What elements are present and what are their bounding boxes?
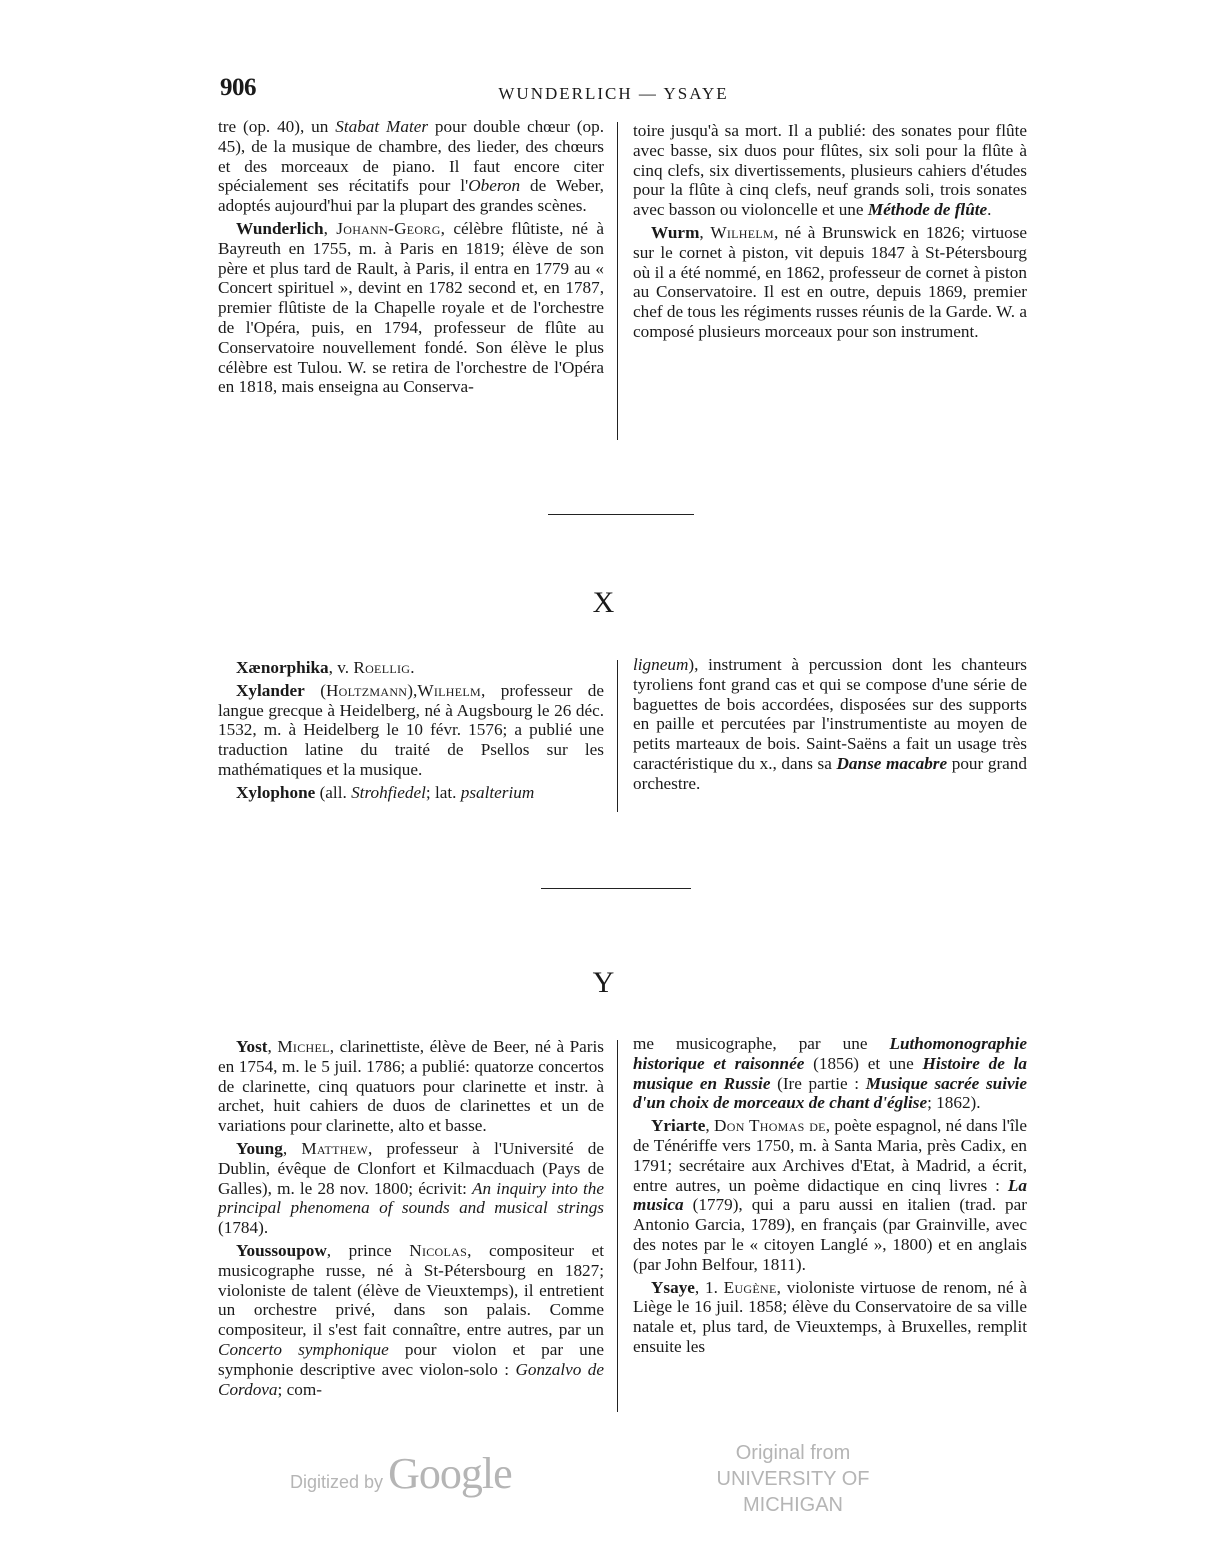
entry-headword: Xylophone: [236, 782, 316, 802]
paragraph-continuation: [633, 1034, 1027, 1113]
italic-title: Musique sacrée suivie d'un choix de morceaux de chant d'église: [633, 1073, 1027, 1113]
italic-title: Oberon: [468, 176, 521, 196]
digitized-by-text: Digitized by: [290, 1472, 384, 1492]
entry-text: , violoniste virtuose de renom, né à Liège le 16 juil. 1858; élève du Conservatoire de sa ville natale et, plus tard, de Vieuxtemps, à Bruxelles, remplit ensuite les: [633, 1277, 1027, 1356]
entry-youssoupow: [218, 1241, 604, 1399]
digitized-by-watermark: [290, 1448, 512, 1499]
text-run: ; 1862).: [927, 1093, 981, 1113]
italic-title: Danse macabre: [836, 753, 948, 773]
entry-wunderlich: Wunderlich, Johann-Georg, célèbre flûtiste, né à Bayreuth en 1755, m. à Paris en 1819; élève de son père et plus tard de Rault, à Paris, il entra en 1779 au « Concert spirituel », devint en 1782 second et, en 1787, premier flûtiste de la Chapelle royale et de l'orchestre de l'Opéra, puis, en 1794, professeur de flûte au Conservatoire nouvellement fondé. Son élève le plus célèbre est Tulou. W. se retira de l'orchestre de l'Opéra en 1818, mais enseigna au Conserva-: [218, 218, 604, 397]
section-letter-y: Y: [592, 966, 615, 999]
text-run: ; com-: [277, 1379, 322, 1399]
italic-title: Méthode de flûte: [867, 200, 988, 220]
entry-wurm: Wurm, Wilhelm, né à Brunswick en 1826; virtuose sur le cornet à piston, vit depuis 1847 à St-Pétersbourg où il a été nommé, en 1862, professeur de cornet à piston au Conservatoire. Il est en outre, depuis 1869, premier chef de tous les régiments russes réunis de la Garde. W. a composé plusieurs morceaux pour son instrument.: [633, 222, 1028, 341]
section-separator: [541, 888, 691, 889]
section-x-left-column: [218, 655, 604, 803]
italic-title: Concerto symphonique: [218, 1339, 389, 1359]
text-run: toire jusqu'à sa mort. Il a publié: des sonates pour flûte avec basse, six duos pour flûtes, six soli pour la flûte à cinq clefs, six divertissements, plusieurs cahiers d'études pour la flûte à cinq clefs, neuf grands soli, trois sonates avec basson ou violoncelle et une: [633, 121, 1027, 220]
entry-headword: Xylander: [236, 680, 305, 700]
entry-forename: Michel: [277, 1037, 330, 1056]
italic-title: Histoire de la musique en Russie: [633, 1053, 1028, 1093]
section-separator: [548, 514, 694, 515]
cross-reference: Roellig: [353, 658, 411, 677]
text-run: pour grand orchestre.: [633, 753, 1027, 793]
text-run: (all.: [315, 782, 352, 802]
italic-title: Gonzalvo de Cordova: [218, 1359, 604, 1399]
entry-alias: Holtzmann: [325, 680, 408, 700]
google-logo: Google: [388, 1449, 512, 1498]
entry-headword: Xænorphika: [236, 658, 329, 677]
paragraph-continuation: [633, 655, 1027, 794]
paragraph-continuation: [218, 117, 604, 216]
section-y-right-column: [633, 1034, 1027, 1357]
text-run: (1856) et une: [804, 1053, 923, 1073]
text-run: pour violon et par une symphonie descriptive avec violon-solo :: [218, 1339, 604, 1379]
column-divider: [617, 122, 618, 440]
original-from-watermark: [668, 1440, 918, 1518]
section-y-left-column: [218, 1034, 604, 1399]
entry-headword: Ysaye: [651, 1277, 695, 1297]
column-divider: [617, 1040, 618, 1412]
entry-headword: Young: [236, 1138, 283, 1158]
entry-yriarte: Yriarte, Don Thomas de, poète espagnol, né dans l'île de Ténériffe vers 1750, m. à Santa Maria, près Cadix, en 1791; secrétaire aux Archives d'Etat, à Madrid, a écrit, entre autres, un poème didactique en cinq livres : La musica (1779), qui a paru aussi en italien (trad. par Antonio Garcia, 1789), en français (par Grainville, avec des notes par le « citoyen Langlé », 1800) et en anglais (par John Belfour, 1811).: [633, 1116, 1027, 1274]
entry-text: , poète espagnol, né dans l'île de Ténériffe vers 1750, m. à Santa Maria, près Cadix, en 1791; secrétaire aux Archives d'Etat, à Madrid, a écrit, entre autres, un poème didactique en cinq livres :: [633, 1116, 1027, 1195]
text-run: , v.: [328, 658, 354, 677]
text-run: (1784).: [218, 1218, 269, 1238]
entry-forename: Wilhelm: [710, 222, 774, 242]
entry-text: , célèbre flûtiste, né à Bayreuth en 1755, m. à Paris en 1819; élève de son père et plus tard de Rault, à Paris, il entra en 1779 au « Concert spirituel », devint en 1782 second et, en 1787, premier flûtiste de la Chapelle royale et de l'orchestre de l'Opéra, puis, en 1794, professeur de flûte au Conservatoire nouvellement fondé. Son élève le plus célèbre est Tulou. W. se retira de l'orchestre de l'Opéra en 1818, mais enseigna au Conserva-: [218, 218, 604, 397]
text-run: me musicographe, par une: [633, 1034, 890, 1053]
entry-forename: Don Thomas de: [714, 1116, 826, 1136]
page-number: 906: [220, 74, 256, 101]
entry-ysaye: [633, 1278, 1027, 1357]
italic-title: Stabat Mater: [335, 117, 429, 136]
entry-forename: Nicolas: [409, 1240, 468, 1260]
entry-xaenorphika: [218, 658, 604, 678]
section-w-left-column: [218, 117, 604, 397]
text-run: de Weber, adoptés aujourd'hui par la plupart des grandes scènes.: [218, 176, 604, 216]
entry-headword: Yriarte: [651, 1116, 706, 1136]
italic-term: psalterium: [460, 782, 535, 802]
entry-yost: Yost, Michel, clarinettiste, élève de Beer, né à Paris en 1754, m. le 5 juil. 1786; a publié: quatorze concertos de clarinette, cinq quatuors pour clarinette et instr. à archet, huit cahiers de duos de clarinettes et un de variations pour clarinette, alto et basse.: [218, 1037, 604, 1136]
entry-young: Young, Matthew, professeur à l'Université de Dublin, évêque de Clonfort et Kilmacduach (Pays de Galles), m. le 28 nov. 1800; écrivit: An inquiry into the principal phenomena of sounds and musical strings (1784).: [218, 1138, 605, 1238]
text-run: (Ire partie :: [770, 1073, 866, 1093]
running-title: WUNDERLICH — YSAYE: [498, 84, 729, 103]
entry-text: , clarinettiste, élève de Beer, né à Paris en 1754, m. le 5 juil. 1786; a publié: quatorze concertos de clarinette, cinq quatuors pour clarinette et instr. à archet, huit cahiers de duos de clarinettes et un de variations pour clarinette, alto et basse.: [218, 1037, 604, 1136]
section-w-right-column: [633, 121, 1027, 342]
entry-forename: Wilhelm: [417, 680, 481, 700]
university-text: UNIVERSITY OF MICHIGAN: [716, 1468, 870, 1516]
italic-title: An inquiry into the principal phenomena of sounds and musical strings: [218, 1178, 604, 1218]
text-run: tre (op. 40), un: [218, 117, 336, 136]
text-run: , prince: [326, 1240, 410, 1260]
entry-text: , professeur de langue grecque à Heidelberg, né à Augsbourg le 26 déc. 1532, m. à Heidelberg le 10 févr. 1576; a publié une traduction latine du traité de Psellos sur les mathématiques et la musique.: [218, 680, 604, 779]
text-run: (1779), qui a paru aussi en italien (trad. par Antonio Garcia, 1789), en français (par Grainville, avec des notes par le « citoyen Langlé », 1800) et en anglais (par John Belfour, 1811).: [633, 1195, 1027, 1274]
original-from-text: Original from: [735, 1442, 851, 1464]
section-x-right-column: [633, 655, 1027, 794]
entry-xylander: [218, 681, 604, 780]
entry-forename: Johann-Georg: [336, 218, 441, 238]
entry-forename: Matthew: [301, 1138, 369, 1158]
text-run: ; lat.: [425, 782, 461, 802]
text-run: ),: [407, 680, 418, 700]
text-run: ), instrument à percussion dont les chanteurs tyroliens font grand cas et qui se compose d'une série de baguettes de bois accordées, disposées sur des supports en paille et percutées par l'instrumentiste au moyen de petits marteaux de bois. Saint-Saëns a fait un usage très caractéristique du x., dans sa: [633, 655, 1027, 773]
section-letter-x: X: [592, 586, 615, 619]
entry-text: , professeur à l'Université de Dublin, évêque de Clonfort et Kilmacduach (Pays de Galles), m. le 28 nov. 1800; écrivit:: [218, 1138, 605, 1198]
text-run: pour double chœur (op. 45), de la musique de chambre, des lieder, des chœurs et des morceaux de piano. Il faut encore citer spécialement ses récitatifs pour l': [218, 117, 604, 196]
text-run: .: [410, 658, 415, 677]
entry-xylophone: [218, 783, 604, 803]
italic-term: ligneum: [633, 655, 689, 674]
entry-forename: Eugène: [723, 1277, 777, 1297]
entry-text: , né à Brunswick en 1826; virtuose sur le cornet à piston, vit depuis 1847 à St-Pétersbourg où il a été nommé, en 1862, professeur de cornet à piston au Conservatoire. Il est en outre, depuis 1869, premier chef de tous les régiments russes réunis de la Garde. W. a composé plusieurs morceaux pour son instrument.: [633, 222, 1028, 341]
text-run: .: [987, 200, 992, 220]
italic-title: La musica: [633, 1175, 1027, 1215]
entry-text: , compositeur et musicographe russe, né à St-Pétersbourg en 1827; violoniste de talent (élève de Vieuxtemps), il entretient un orchestre privé, dans son palais. Comme compositeur, il s'est fait connaître, entre autres, par un: [218, 1240, 604, 1340]
paragraph-continuation: [633, 121, 1027, 220]
entry-headword: Wunderlich: [236, 218, 324, 238]
column-divider: [617, 660, 618, 812]
italic-term: Strohfiedel: [351, 782, 426, 802]
text-run: , 1.: [694, 1277, 724, 1297]
entry-headword: Yost: [236, 1037, 268, 1056]
text-run: (: [304, 680, 326, 700]
entry-headword: Wurm: [651, 222, 700, 242]
italic-title: Luthomonographie historique et raisonnée: [633, 1034, 1027, 1073]
entry-headword: Youssoupow: [236, 1240, 327, 1260]
